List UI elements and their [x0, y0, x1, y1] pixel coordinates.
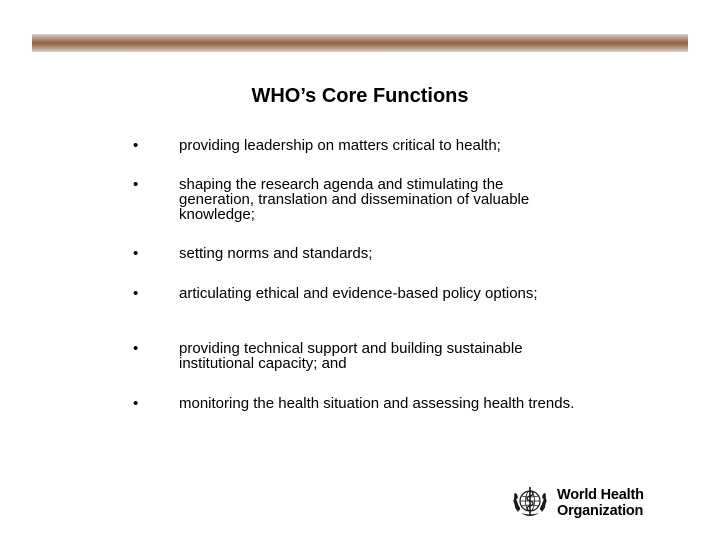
bullet-icon: • — [133, 340, 139, 357]
bullet-text: setting norms and standards; — [179, 245, 373, 262]
who-emblem-icon — [510, 482, 550, 522]
slide-title: WHO’s Core Functions — [251, 85, 469, 107]
logo-wordmark — [557, 487, 644, 519]
logo-line-1: World Health — [557, 487, 644, 503]
bullet-icon: • — [133, 285, 139, 302]
logo-line-2: Organization — [557, 503, 644, 519]
bullet-icon: • — [133, 176, 139, 193]
bullet-text: providing technical support and building sustainable institutional capacity; and — [179, 340, 523, 372]
bullet-icon: • — [133, 245, 139, 262]
bullet-text: articulating ethical and evidence-based policy options; — [179, 285, 538, 302]
bullet-text: providing leadership on matters critical to health; — [179, 137, 501, 154]
top-decorative-bar — [32, 34, 688, 52]
bullet-text: shaping the research agenda and stimulating the generation, translation and dissemination of valuable knowledge; — [179, 176, 530, 223]
bullet-icon: • — [133, 137, 139, 154]
bullet-text: monitoring the health situation and assessing health trends. — [179, 395, 575, 412]
bullet-icon: • — [133, 395, 139, 412]
who-logo — [510, 482, 650, 524]
